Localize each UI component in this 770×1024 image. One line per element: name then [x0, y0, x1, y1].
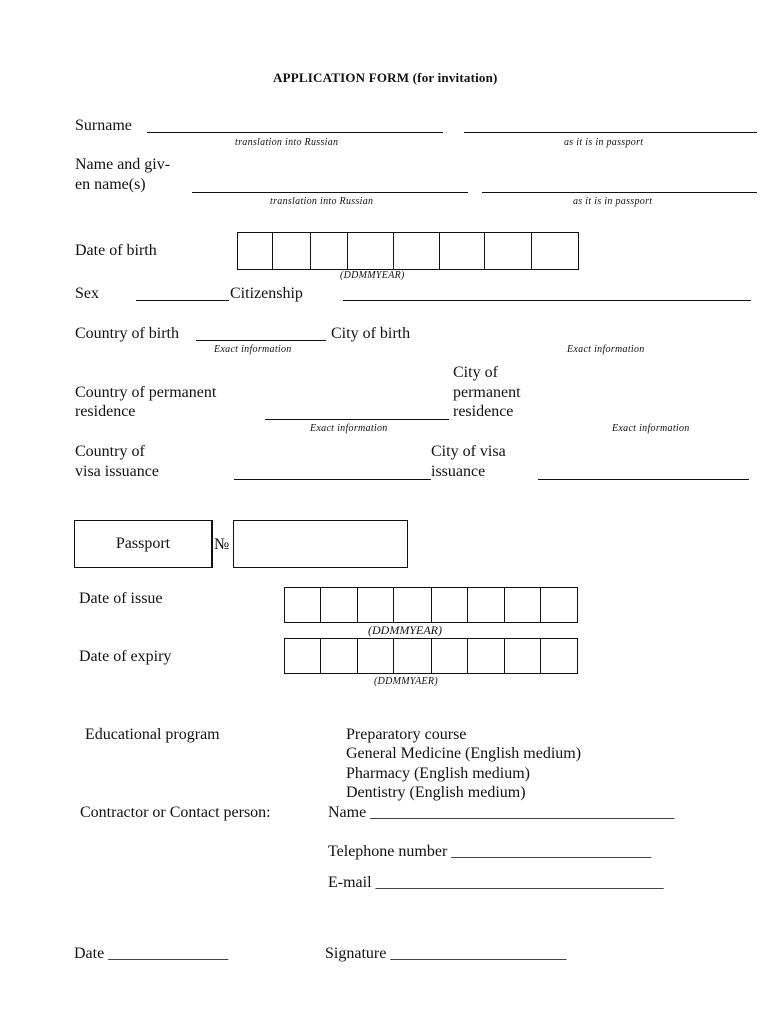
issue-digit-box[interactable]: [357, 588, 393, 622]
country-of-birth-hint: Exact information: [214, 344, 292, 355]
form-title: APPLICATION FORM (for invitation): [273, 70, 498, 85]
telephone-field[interactable]: Telephone number _________________________: [328, 843, 652, 860]
expiry-digit-box[interactable]: [393, 639, 430, 673]
contractor-label: Contractor or Contact person:: [80, 804, 271, 821]
dob-digit-box[interactable]: [310, 233, 347, 269]
city-residence-label-line1: City of: [453, 364, 498, 381]
citizenship-field[interactable]: [343, 300, 751, 301]
dob-digit-box[interactable]: [531, 233, 578, 269]
country-residence-hint: Exact information: [310, 423, 388, 434]
surname-label: Surname: [75, 117, 132, 134]
program-option-preparatory[interactable]: Preparatory course: [346, 726, 467, 743]
program-option-dentistry[interactable]: Dentistry (English medium): [346, 784, 526, 801]
expiry-digit-box[interactable]: [504, 639, 540, 673]
expiry-format-hint: (DDMMYAER): [374, 676, 438, 687]
program-label: Educational program: [85, 726, 220, 743]
city-of-birth-label: City of birth: [331, 325, 411, 342]
given-name-passport-hint: as it is in passport: [573, 196, 653, 207]
signature-field[interactable]: Signature ______________________: [325, 945, 567, 962]
sex-field[interactable]: [136, 300, 229, 301]
country-of-birth-field[interactable]: [196, 340, 326, 341]
expiry-digit-box[interactable]: [357, 639, 393, 673]
passport-number-field[interactable]: [233, 520, 408, 568]
program-option-pharmacy[interactable]: Pharmacy (English medium): [346, 765, 530, 782]
city-visa-label-line1: City of visa: [431, 443, 506, 460]
issue-format-hint: (DDMMYEAR): [368, 623, 442, 637]
issue-digit-box[interactable]: [467, 588, 504, 622]
contact-name-field[interactable]: Name ______________________________________: [328, 804, 675, 821]
expiry-digit-box[interactable]: [320, 639, 357, 673]
given-name-russian-hint: translation into Russian: [270, 196, 374, 207]
date-field[interactable]: Date _______________: [74, 945, 229, 962]
surname-russian-field[interactable]: [147, 132, 443, 133]
given-name-label-line2: en name(s): [75, 176, 146, 193]
dob-digit-box[interactable]: [439, 233, 484, 269]
surname-passport-hint: as it is in passport: [564, 137, 644, 148]
expiry-date-boxes[interactable]: [284, 638, 578, 674]
city-residence-label-line2: permanent: [453, 384, 521, 401]
dob-label: Date of birth: [75, 242, 157, 259]
dob-digit-box[interactable]: [272, 233, 310, 269]
city-residence-label-line3: residence: [453, 403, 514, 420]
dob-digit-box[interactable]: [238, 233, 272, 269]
issue-digit-box[interactable]: [320, 588, 357, 622]
dob-boxes[interactable]: [237, 232, 579, 270]
country-residence-field[interactable]: [265, 419, 449, 420]
country-residence-label-line1: Country of permanent: [75, 384, 217, 401]
country-residence-label-line2: residence: [75, 403, 136, 420]
given-name-label-line1: Name and giv-: [75, 156, 171, 173]
sex-label: Sex: [75, 285, 99, 302]
dob-digit-box[interactable]: [393, 233, 439, 269]
issue-digit-box[interactable]: [285, 588, 320, 622]
surname-passport-field[interactable]: [464, 132, 757, 133]
passport-label: Passport: [115, 535, 171, 552]
expiry-digit-box[interactable]: [540, 639, 577, 673]
country-visa-field[interactable]: [234, 479, 431, 480]
expiry-digit-box[interactable]: [285, 639, 320, 673]
country-visa-label-line2: visa issuance: [75, 463, 159, 480]
city-residence-hint: Exact information: [612, 423, 690, 434]
expiry-date-label: Date of expiry: [79, 648, 172, 665]
city-visa-label-line2: issuance: [431, 463, 486, 480]
city-visa-field[interactable]: [538, 479, 749, 480]
issue-date-boxes[interactable]: [284, 587, 578, 623]
issue-digit-box[interactable]: [540, 588, 577, 622]
expiry-digit-box[interactable]: [431, 639, 467, 673]
dob-digit-box[interactable]: [484, 233, 530, 269]
expiry-digit-box[interactable]: [467, 639, 504, 673]
passport-label-box: [74, 520, 213, 568]
dob-format-hint: (DDMMYEAR): [340, 270, 405, 281]
program-option-general-medicine[interactable]: General Medicine (English medium): [346, 745, 582, 762]
given-name-russian-field[interactable]: [192, 192, 468, 193]
city-of-birth-hint: Exact information: [567, 344, 645, 355]
passport-number-sign: №: [214, 536, 230, 553]
email-field[interactable]: E-mail ____________________________________: [328, 874, 664, 891]
citizenship-label: Citizenship: [230, 285, 303, 302]
dob-digit-box[interactable]: [347, 233, 392, 269]
issue-digit-box[interactable]: [504, 588, 540, 622]
given-name-passport-field[interactable]: [482, 192, 757, 193]
issue-date-label: Date of issue: [79, 590, 163, 607]
issue-digit-box[interactable]: [393, 588, 430, 622]
country-visa-label-line1: Country of: [75, 443, 145, 460]
issue-digit-box[interactable]: [431, 588, 467, 622]
country-of-birth-label: Country of birth: [75, 325, 179, 342]
surname-russian-hint: translation into Russian: [235, 137, 339, 148]
